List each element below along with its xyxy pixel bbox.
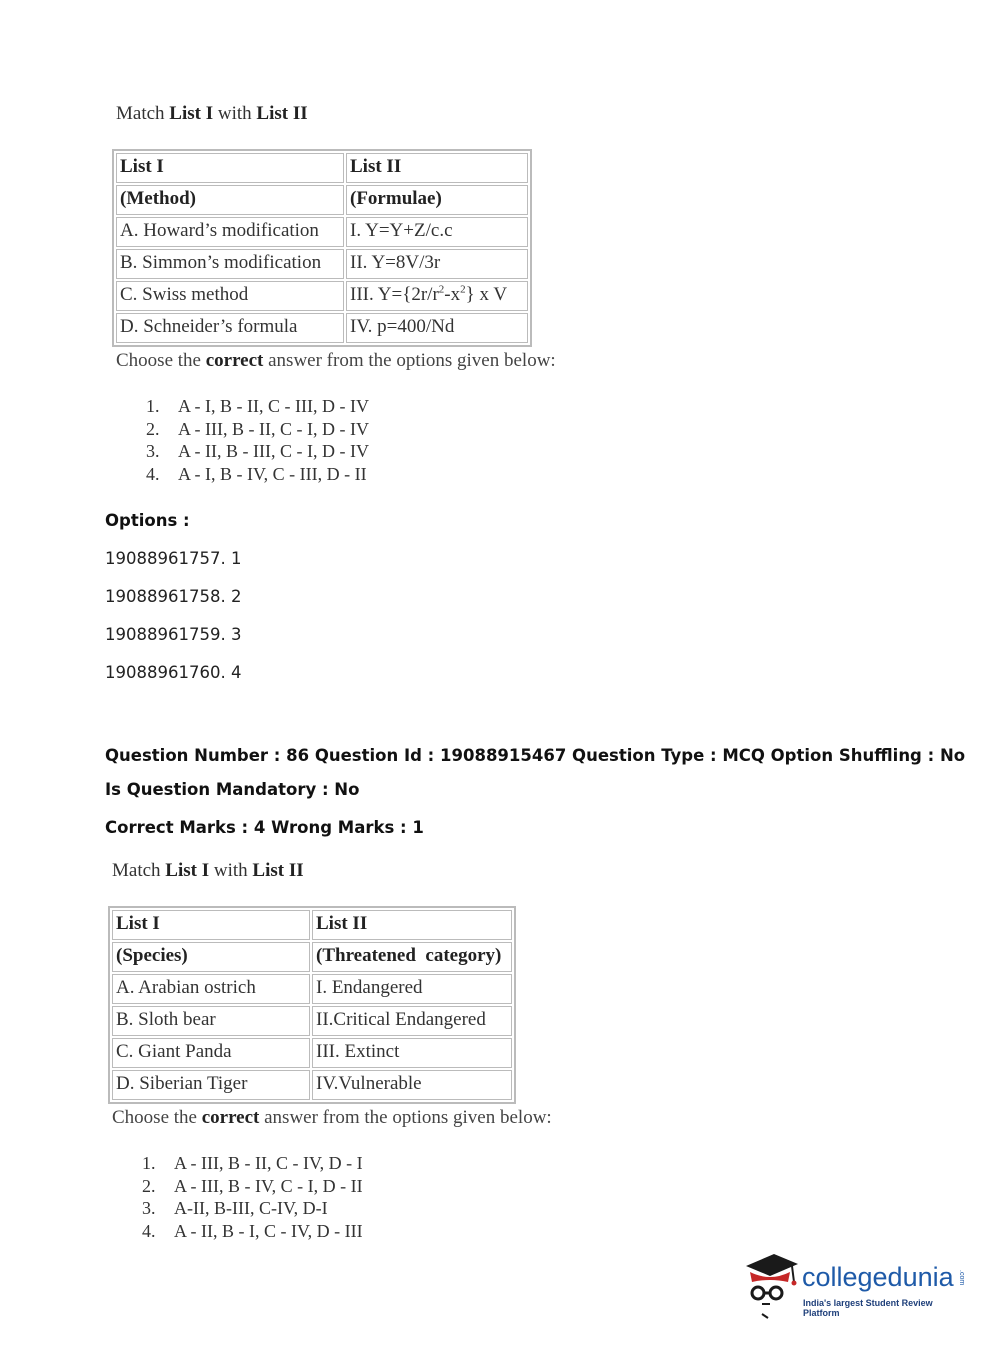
table-cell: II.Critical Endangered [312, 1006, 512, 1036]
logo-tagline: India's largest Student Review Platform [803, 1298, 933, 1318]
col2-header: List II [346, 153, 528, 183]
table-cell: C. Giant Panda [112, 1038, 310, 1068]
q1-choice-list [146, 395, 369, 485]
q2-match-table [108, 906, 516, 1104]
q2-title: Match List I with List II [112, 860, 304, 881]
col1-subheader: (Species) [112, 942, 310, 972]
table-row [116, 313, 528, 343]
table-cell: I. Endangered [312, 974, 512, 1004]
option-line: 19088961760. 4 [105, 663, 242, 682]
table-cell: D. Schneider’s formula [116, 313, 344, 343]
list-item: 3. A - II, B - III, C - I, D - IV [146, 441, 369, 461]
question-marks-line: Correct Marks : 4 Wrong Marks : 1 [105, 818, 424, 837]
list-item: 1. A - I, B - II, C - III, D - IV [146, 396, 369, 416]
table-row [116, 217, 528, 247]
logo-name: collegedunia [802, 1262, 954, 1292]
table-cell: I. Y=Y+Z/c.c [346, 217, 528, 247]
table-row [116, 185, 528, 215]
q1-choose-instruction: Choose the correct answer from the options given below: [116, 350, 556, 371]
q1-match-table [112, 149, 532, 347]
table-row [116, 153, 528, 183]
table-cell: A. Arabian ostrich [112, 974, 310, 1004]
question-meta-line: Question Number : 86 Question Id : 19088915467 Question Type : MCQ Option Shuffling : No [105, 746, 966, 765]
logo-dotcom: .com [958, 1270, 965, 1286]
table-row [112, 1070, 512, 1100]
col2-subheader: (Threatened category) [312, 942, 512, 972]
table-cell: IV. p=400/Nd [346, 313, 528, 343]
table-row [112, 910, 512, 940]
list-item: 2. A - III, B - II, C - I, D - IV [146, 418, 369, 439]
table-cell: D. Siberian Tiger [112, 1070, 310, 1100]
table-cell: B. Sloth bear [112, 1006, 310, 1036]
graduate-mascot-icon [740, 1248, 800, 1320]
list-item: 1. A - III, B - II, C - IV, D - I [142, 1153, 363, 1173]
col2-header: List II [312, 910, 512, 940]
option-line: 19088961757. 1 [105, 549, 242, 568]
table-row [112, 942, 512, 972]
list-item: 4. A - I, B - IV, C - III, D - II [146, 463, 367, 484]
table-row [112, 1006, 512, 1036]
table-row [112, 974, 512, 1004]
collegedunia-logo [740, 1248, 970, 1320]
q2-choose-instruction: Choose the correct answer from the options given below: [112, 1107, 552, 1128]
question-mandatory-line: Is Question Mandatory : No [105, 780, 360, 799]
list-item: 3. A-II, B-III, C-IV, D-I [142, 1198, 328, 1218]
table-cell: IV.Vulnerable [312, 1070, 512, 1100]
table-cell-formula: III. $Y=\{2r/r^2-x^2\}$ x V [346, 281, 528, 311]
col2-subheader: (Formulae) [346, 185, 528, 215]
list-item: 2. A - III, B - IV, C - I, D - II [142, 1175, 363, 1196]
table-cell: C. Swiss method [116, 281, 344, 311]
table-cell: II. Y=8V/3r [346, 249, 528, 279]
table-row [116, 249, 528, 279]
table-cell: B. Simmon’s modification [116, 249, 344, 279]
table-cell: A. Howard’s modification [116, 217, 344, 247]
list-item: 4. A - II, B - I, C - IV, D - III [142, 1220, 363, 1241]
options-label: Options : [105, 511, 190, 530]
option-line: 19088961759. 3 [105, 625, 242, 644]
table-row [116, 281, 528, 311]
q1-title: Match List I with List II [116, 103, 308, 124]
table-row [112, 1038, 512, 1068]
option-line: 19088961758. 2 [105, 587, 242, 606]
col1-header: List I [112, 910, 310, 940]
col1-header: List I [116, 153, 344, 183]
q2-choice-list [142, 1152, 363, 1242]
table-cell: III. Extinct [312, 1038, 512, 1068]
col1-subheader: (Method) [116, 185, 344, 215]
